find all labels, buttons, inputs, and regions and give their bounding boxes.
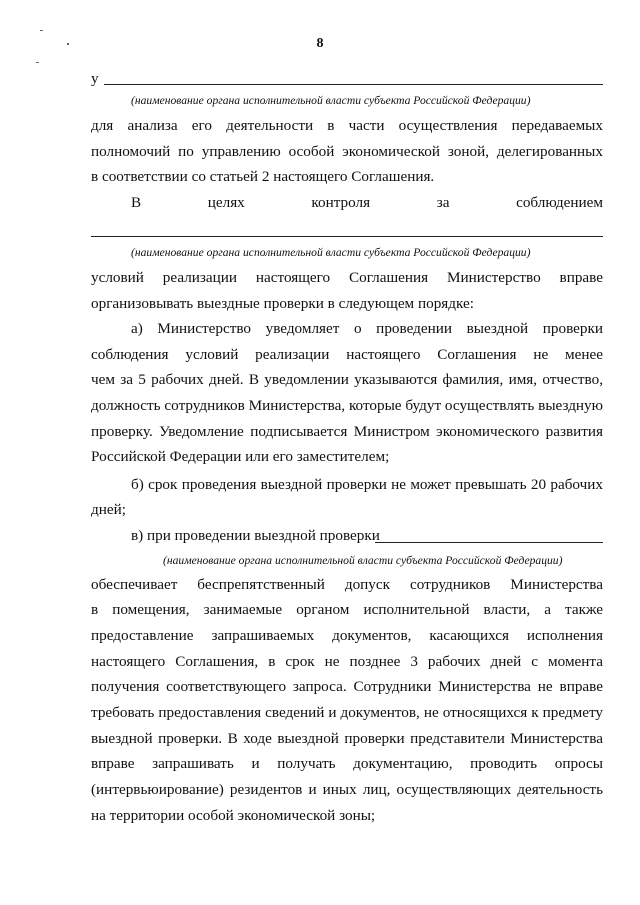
text-line: проверку. Уведомление подписывается Министром экономического развития: [91, 423, 603, 440]
text-line: организовывать выездные проверки в следующем порядке:: [91, 295, 474, 312]
text-line: требовать предоставления сведений и документов, не относящихся к предмету: [91, 704, 603, 721]
text-line: настоящего Соглашения, в срок не позднее 3 рабочих дней с момента: [91, 653, 603, 670]
text-line: для анализа его деятельности в части осуществления передаваемых: [91, 117, 603, 134]
text-line: вправе запрашивать и получать документацию, проводить опросы: [91, 755, 603, 772]
text-line: обеспечивает беспрепятственный допуск сотрудников Министерства: [91, 576, 603, 593]
text-line: дней;: [91, 501, 126, 518]
text-line: чем за 5 рабочих дней. В уведомлении указываются фамилия, имя, отчество,: [91, 371, 603, 388]
text-line: условий реализации настоящего Соглашения Министерство вправе: [91, 269, 603, 286]
text-line: получения соответствующего запроса. Сотрудники Министерства не вправе: [91, 678, 603, 695]
text-line: б) срок проведения выездной проверки не может превышать 20 рабочих: [131, 476, 603, 493]
text-line: предоставление запрашиваемых документов, касающихся исполнения: [91, 627, 603, 644]
scan-mark: [40, 30, 43, 31]
text-line: соблюдения условий реализации настоящего Соглашения не менее: [91, 346, 603, 363]
field-caption: (наименование органа исполнительной власти субъекта Российской Федерации): [131, 94, 531, 107]
field-caption: (наименование органа исполнительной власти субъекта Российской Федерации): [131, 246, 531, 259]
text-line: в помещения, занимаемые органом исполнительной власти, а также: [91, 601, 603, 618]
page-number: 8: [316, 36, 324, 51]
text-line: должность сотрудников Министерства, которые будут осуществлять выездную: [91, 397, 603, 414]
text-line: в) при проведении выездной проверки: [131, 527, 380, 544]
text-line: у: [91, 70, 99, 87]
text-line: В целях контроля за соблюдением: [131, 194, 603, 211]
field-caption: (наименование органа исполнительной власти субъекта Российской Федерации): [163, 554, 563, 567]
blank-field-line: [104, 84, 603, 85]
text-line: в соответствии со статьей 2 настоящего Соглашения.: [91, 168, 435, 185]
text-line: Российской Федерации или его заместителем;: [91, 448, 390, 465]
text-line: выездной проверки. В ходе выездной проверки представители Министерства: [91, 730, 603, 747]
blank-field-line: [91, 236, 603, 237]
scan-mark: [36, 62, 39, 63]
text-line: на территории особой экономической зоны;: [91, 807, 376, 824]
blank-field-line: [375, 542, 603, 543]
text-line: полномочий по управлению особой экономической зоной, делегированных: [91, 143, 603, 160]
text-line: а) Министерство уведомляет о проведении выездной проверки: [131, 320, 603, 337]
text-line: (интервьюирование) резидентов и иных лиц, осуществляющих деятельность: [91, 781, 603, 798]
